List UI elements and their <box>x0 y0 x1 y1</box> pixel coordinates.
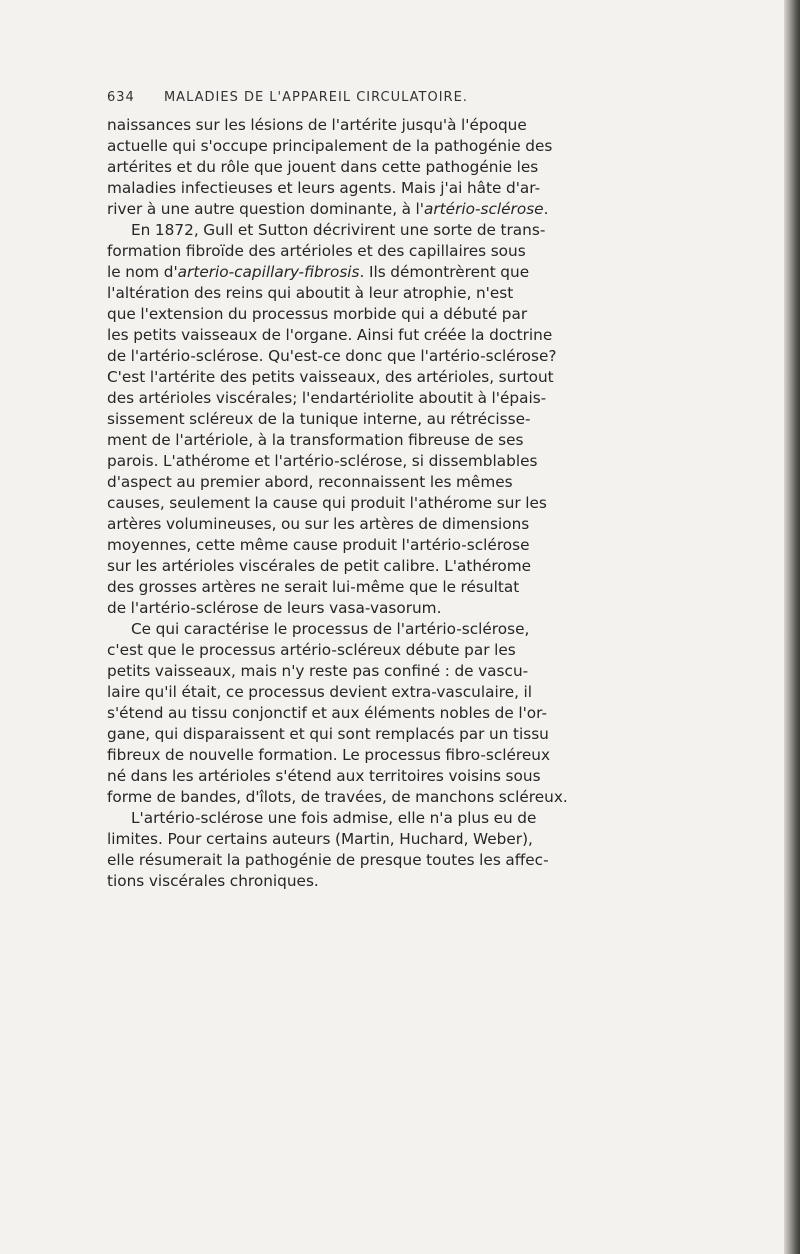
text-line <box>107 850 749 871</box>
text-line <box>107 262 749 283</box>
text-run: tions viscérales chroniques. <box>107 872 319 890</box>
text-run: forme de bandes, d'îlots, de travées, de manchons scléreux. <box>107 788 568 806</box>
italic-term: arterio-capillary-fibrosis <box>177 263 360 281</box>
text-run: né dans les artérioles s'étend aux territoires voisins sous <box>107 767 541 785</box>
text-line <box>107 682 749 703</box>
text-run: que l'extension du processus morbide qui a débuté par <box>107 305 528 323</box>
text-run: actuelle qui s'occupe principalement de la pathogénie des <box>107 137 553 155</box>
text-run: l'altération des reins qui aboutit à leur atrophie, n'est <box>107 284 514 302</box>
text-run: sur les artérioles viscérales de petit calibre. L'athérome <box>107 557 532 575</box>
text-line <box>107 598 749 619</box>
text-run: de l'artério-sclérose de leurs vasa-vasorum. <box>107 599 442 617</box>
text-run: causes, seulement la cause qui produit l'athérome sur les <box>107 494 547 512</box>
text-line <box>107 367 749 388</box>
text-run: parois. L'athérome et l'artério-sclérose, si dissemblables <box>107 452 538 470</box>
text-line <box>107 535 749 556</box>
text-run: petits vaisseaux, mais n'y reste pas confiné : de vascu- <box>107 662 529 680</box>
text-line <box>107 157 749 178</box>
text-run: s'étend au tissu conjonctif et aux éléments nobles de l'or- <box>107 704 547 722</box>
text-line <box>107 661 749 682</box>
text-line <box>107 724 749 745</box>
text-line <box>107 829 749 850</box>
text-line <box>107 451 749 472</box>
text-run: ment de l'artériole, à la transformation fibreuse de ses <box>107 431 524 449</box>
text-run: artérites et du rôle que jouent dans cette pathogénie les <box>107 158 539 176</box>
text-run: c'est que le processus artério-scléreux débute par les <box>107 641 516 659</box>
text-line <box>107 136 749 157</box>
text-line <box>107 220 749 241</box>
text-run: formation fibroïde des artérioles et des capillaires sous <box>107 242 526 260</box>
text-line <box>107 430 749 451</box>
text-line <box>107 640 749 661</box>
text-line <box>107 514 749 535</box>
text-run: artères volumineuses, ou sur les artères de dimensions <box>107 515 530 533</box>
text-run: les petits vaisseaux de l'organe. Ainsi fut créée la doctrine <box>107 326 553 344</box>
text-line <box>107 619 749 640</box>
text-run: limites. Pour certains auteurs (Martin, Huchard, Weber), <box>107 830 533 848</box>
text-run: . <box>543 200 549 218</box>
text-run: L'artério-sclérose une fois admise, elle n'a plus eu de <box>131 809 537 827</box>
text-line <box>107 871 749 892</box>
text-run: elle résumerait la pathogénie de presque toutes les affec- <box>107 851 549 869</box>
text-run: gane, qui disparaissent et qui sont remplacés par un tissu <box>107 725 549 743</box>
text-run: des artérioles viscérales; l'endartériolite aboutit à l'épais- <box>107 389 547 407</box>
text-run: des grosses artères ne serait lui-même que le résultat <box>107 578 520 596</box>
text-line <box>107 577 749 598</box>
page-binding-edge <box>784 0 800 1254</box>
text-run: laire qu'il était, ce processus devient extra-vasculaire, il <box>107 683 533 701</box>
text-line <box>107 304 749 325</box>
text-line <box>107 787 749 808</box>
text-line <box>107 346 749 367</box>
text-line <box>107 178 749 199</box>
text-line <box>107 283 749 304</box>
running-header <box>107 90 707 110</box>
text-line <box>107 703 749 724</box>
page-number: 634 <box>107 90 135 105</box>
text-run: d'aspect au premier abord, reconnaissent les mêmes <box>107 473 513 491</box>
text-run: C'est l'artérite des petits vaisseaux, des artérioles, surtout <box>107 368 554 386</box>
text-line <box>107 493 749 514</box>
text-run: sissement scléreux de la tunique interne, au rétrécisse- <box>107 410 531 428</box>
text-line <box>107 766 749 787</box>
text-run: moyennes, cette même cause produit l'artério-sclérose <box>107 536 530 554</box>
text-line <box>107 115 749 136</box>
text-line <box>107 409 749 430</box>
running-title: MALADIES DE L'APPAREIL CIRCULATOIRE. <box>163 90 468 105</box>
text-run: de l'artério-sclérose. Qu'est-ce donc que l'artério-sclérose? <box>107 347 557 365</box>
text-line <box>107 472 749 493</box>
text-run: En 1872, Gull et Sutton décrivirent une sorte de trans- <box>131 221 546 239</box>
text-line <box>107 388 749 409</box>
body-text <box>107 115 749 892</box>
text-line <box>107 325 749 346</box>
text-line <box>107 808 749 829</box>
text-line <box>107 199 749 220</box>
text-run: fibreux de nouvelle formation. Le processus fibro-scléreux <box>107 746 551 764</box>
text-run: le nom d' <box>107 263 178 281</box>
text-run: river à une autre question dominante, à l' <box>107 200 425 218</box>
text-run: naissances sur les lésions de l'artérite jusqu'à l'époque <box>107 116 527 134</box>
text-run: maladies infectieuses et leurs agents. Mais j'ai hâte d'ar- <box>107 179 541 197</box>
text-line <box>107 241 749 262</box>
text-line <box>107 745 749 766</box>
text-run: Ce qui caractérise le processus de l'artério-sclérose, <box>131 620 530 638</box>
italic-term: artério-sclérose <box>424 200 544 218</box>
text-run: . Ils démontrèrent que <box>359 263 530 281</box>
text-line <box>107 556 749 577</box>
